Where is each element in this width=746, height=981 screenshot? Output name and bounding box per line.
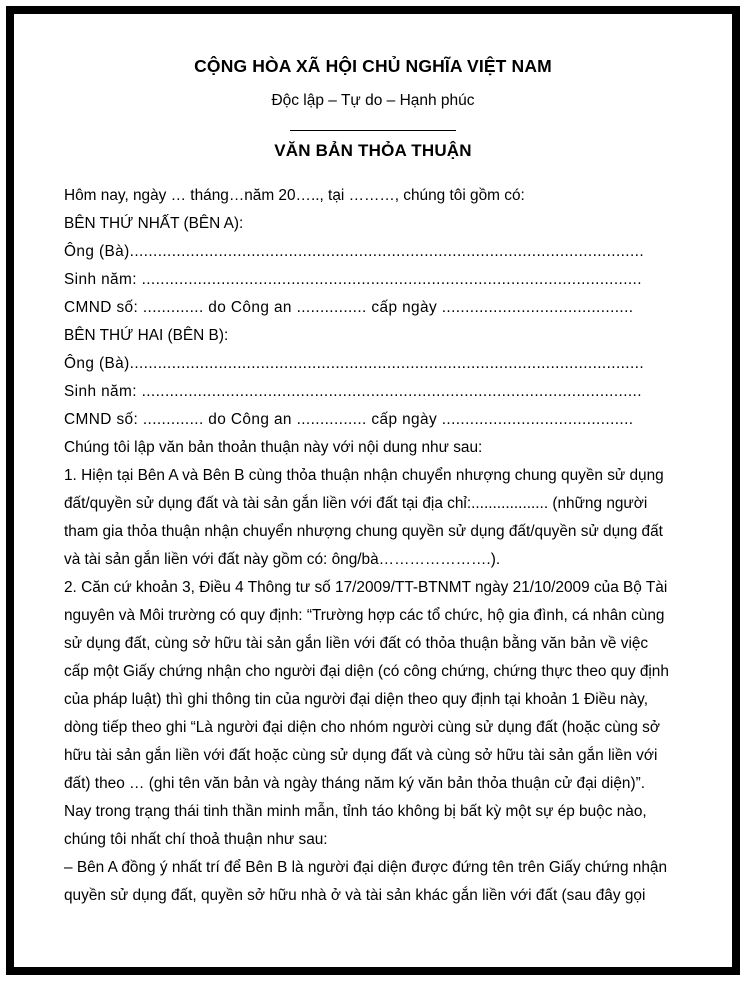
party-a-name-field: Ông (Bà).............................................................................................................. bbox=[64, 242, 645, 260]
document-body bbox=[64, 182, 682, 910]
clause-1 bbox=[64, 462, 682, 574]
document-header bbox=[64, 0, 682, 161]
header-divider bbox=[290, 130, 456, 131]
clause-1-line: và tài sản gắn liền với đất này gồm có: ông/bà………………….). bbox=[64, 550, 501, 568]
party-b-name-field: Ông (Bà).............................................................................................................. bbox=[64, 354, 645, 372]
closing-statement bbox=[64, 798, 682, 854]
document-content bbox=[64, 0, 682, 981]
clause-2-line: dòng tiếp theo ghi “Là người đại diện cho nhóm người cùng sử dụng đất (hoặc cùng sở bbox=[64, 718, 660, 736]
clause-2-line: đất) theo … (ghi tên văn bản và ngày tháng năm ký văn bản thỏa thuận cử đại diện)”. bbox=[64, 774, 645, 792]
page-title: VĂN BẢN THỎA THUẬN bbox=[274, 140, 472, 160]
clause-2 bbox=[64, 574, 682, 798]
agreement-item-line: – Bên A đồng ý nhất trí để Bên B là người đại diện được đứng tên trên Giấy chứng nhận bbox=[64, 858, 668, 876]
closing-line: chúng tôi nhất chí thoả thuận như sau: bbox=[64, 830, 328, 848]
national-heading: CỘNG HÒA XÃ HỘI CHỦ NGHĨA VIỆT NAM bbox=[194, 56, 552, 76]
party-b-heading: BÊN THỨ HAI (BÊN B): bbox=[64, 326, 229, 344]
clause-2-line: sử dụng đất, cùng sở hữu tài sản gắn liền với đất có thỏa thuận bằng văn bản về việc bbox=[64, 634, 649, 652]
opening-line: Hôm nay, ngày … tháng…năm 20….., tại ………, chúng tôi gồm có: bbox=[64, 186, 525, 204]
party-b-birthyear-field: Sinh năm: ........................................................................................................... bbox=[64, 382, 642, 400]
party-a-heading: BÊN THỨ NHẤT (BÊN A): bbox=[64, 214, 244, 232]
agreement-item-line: quyền sử dụng đất, quyền sở hữu nhà ở và tài sản khác gắn liền với đất (sau đây gọi bbox=[64, 886, 646, 904]
clause-2-line: 2. Căn cứ khoản 3, Điều 4 Thông tư số 17/2009/TT-BTNMT ngày 21/10/2009 của Bộ Tài bbox=[64, 578, 668, 596]
party-b-id-field: CMND số: ............. do Công an ............... cấp ngày ......................................... bbox=[64, 410, 634, 428]
closing-line: Nay trong trạng thái tinh thần minh mẫn, tỉnh táo không bị bất kỳ một sự ép buộc nào, bbox=[64, 802, 647, 820]
party-a-id-field: CMND số: ............. do Công an ............... cấp ngày ......................................... bbox=[64, 298, 634, 316]
header-divider-wrap bbox=[64, 122, 682, 134]
clause-2-line: của pháp luật) thì ghi thông tin của người đại diện theo quy định tại khoản 1 Điều này, bbox=[64, 690, 648, 708]
clause-2-line: nguyên và Môi trường có quy định: “Trường hợp các tổ chức, hộ gia đình, cá nhân cùng bbox=[64, 606, 665, 624]
party-a-birthyear-field: Sinh năm: ........................................................................................................... bbox=[64, 270, 642, 288]
clause-1-line: tham gia thỏa thuận nhận chuyển nhượng chung quyền sử dụng đất/quyền sử dụng đất bbox=[64, 522, 663, 540]
intro-line: Chúng tôi lập văn bản thoản thuận này với nội dung như sau: bbox=[64, 438, 483, 456]
agreement-item bbox=[64, 854, 682, 910]
clause-2-line: hữu tài sản gắn liền với đất hoặc cùng sử dụng đất và cùng sở hữu tài sản gắn liền với bbox=[64, 746, 658, 764]
clause-1-line: đất/quyền sử dụng đất và tài sản gắn liền với đất tại địa chỉ:.................. (những người bbox=[64, 494, 648, 512]
national-motto: Độc lập – Tự do – Hạnh phúc bbox=[271, 92, 475, 109]
clause-1-line: 1. Hiện tại Bên A và Bên B cùng thỏa thuận nhận chuyển nhượng chung quyền sử dụng bbox=[64, 466, 664, 484]
clause-2-line: cấp một Giấy chứng nhận cho người đại diện (có công chứng, chứng thực theo quy định bbox=[64, 662, 669, 680]
